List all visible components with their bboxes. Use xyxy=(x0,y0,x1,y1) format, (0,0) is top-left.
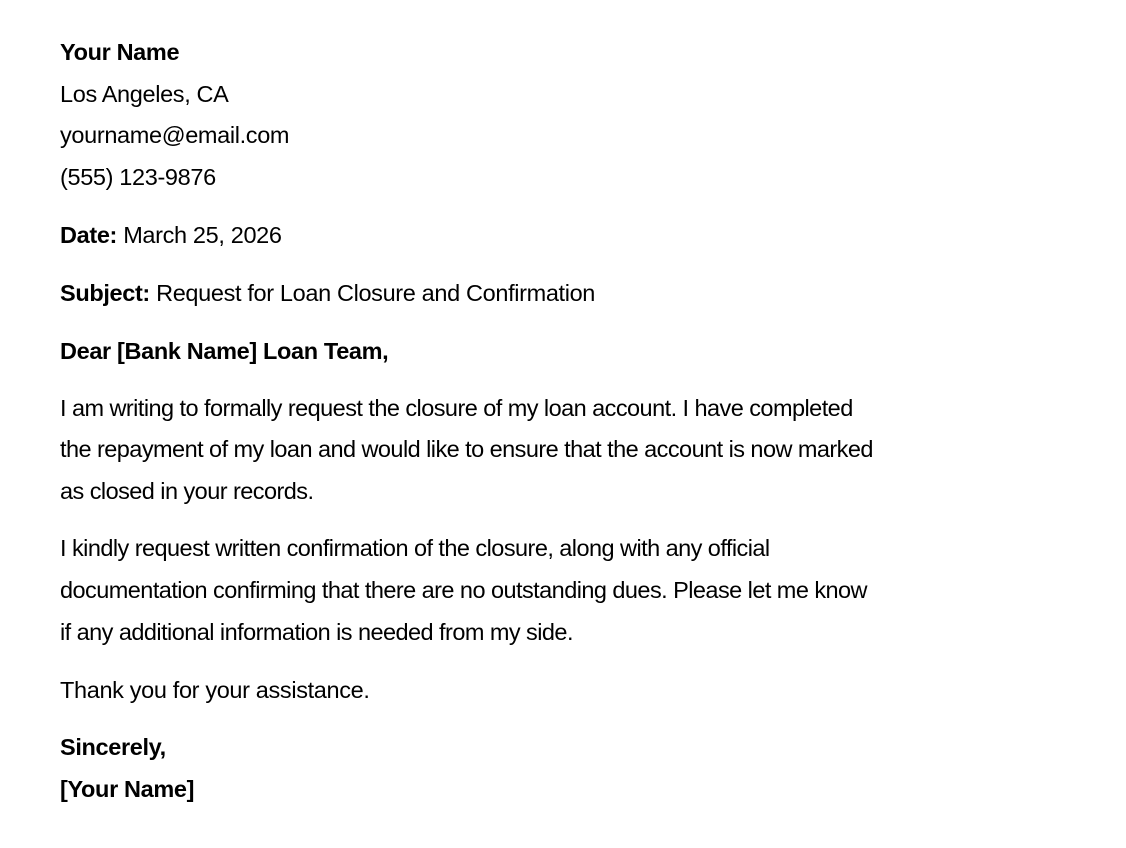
subject-value: Request for Loan Closure and Confirmation xyxy=(156,280,596,306)
date-value: March 25, 2026 xyxy=(123,222,282,248)
closing-line: Thank you for your assistance. xyxy=(60,677,370,703)
paragraph-line: as closed in your records. xyxy=(60,478,314,504)
sender-location: Los Angeles, CA xyxy=(60,81,229,107)
sender-email: yourname@email.com xyxy=(60,122,290,148)
subject-line xyxy=(60,278,595,308)
subject-label: Subject: xyxy=(60,280,150,306)
signoff-closing: Sincerely, xyxy=(60,734,166,760)
date-line xyxy=(60,220,282,250)
sender-phone: (555) 123-9876 xyxy=(60,164,216,190)
paragraph-line: I kindly request written confirmation of the closure, along with any official xyxy=(60,535,770,561)
sender-name: Your Name xyxy=(60,39,180,65)
paragraph-line: I am writing to formally request the closure of my loan account. I have completed xyxy=(60,395,853,421)
signoff-name: [Your Name] xyxy=(60,776,195,802)
paragraph-line: the repayment of my loan and would like to ensure that the account is now marked xyxy=(60,436,873,462)
paragraph-line: documentation confirming that there are no outstanding dues. Please let me know xyxy=(60,577,867,603)
salutation: Dear [Bank Name] Loan Team, xyxy=(60,338,389,364)
paragraph-line: if any additional information is needed from my side. xyxy=(60,619,573,645)
date-label: Date: xyxy=(60,222,118,248)
